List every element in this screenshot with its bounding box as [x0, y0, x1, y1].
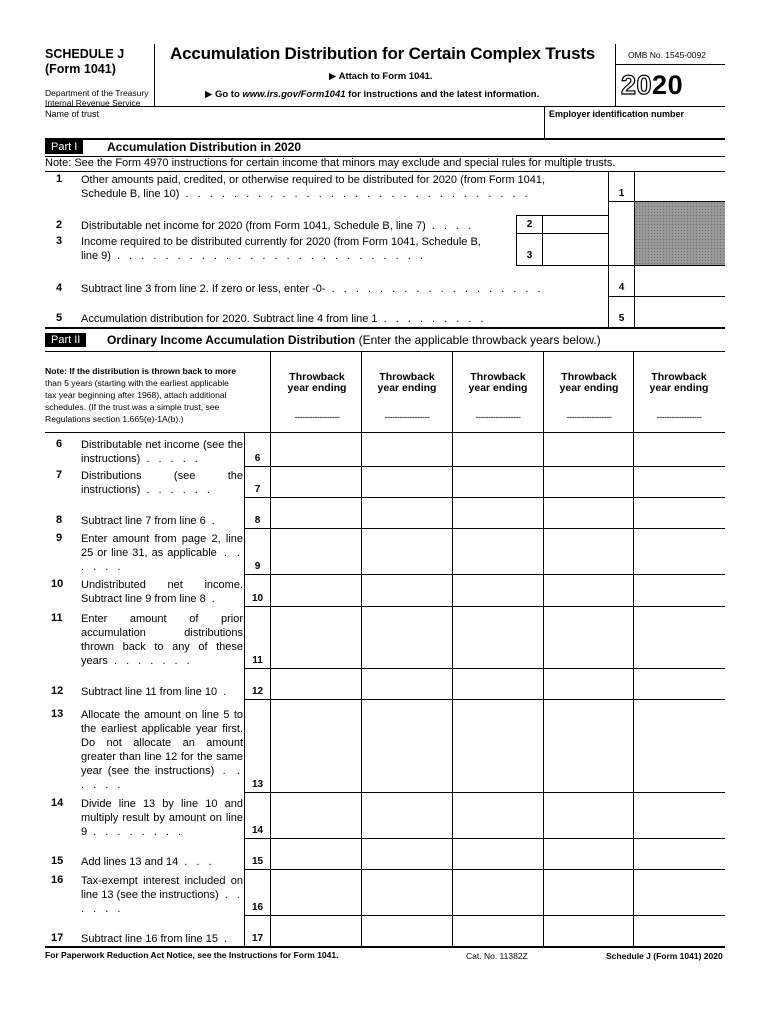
line2-box-bottom — [516, 233, 608, 234]
line11-text: Enter amount of prior accumulation distributions thrown back to any of these years . . . . . . . — [81, 613, 243, 667]
line8-number: 8 — [56, 514, 63, 526]
irs-link[interactable]: www.irs.gov/Form1041 — [242, 89, 346, 100]
line10-number: 10 — [51, 578, 64, 590]
line2-box-top — [516, 215, 608, 216]
line5-leader-dots: . . . . . . . . . — [377, 313, 487, 325]
line10-row-rule — [244, 606, 725, 607]
line1-text-cont — [81, 187, 531, 201]
line17-text: Subtract line 16 from line 15 . — [81, 933, 231, 945]
tax-year-outline: 20 — [621, 70, 653, 100]
throwback-year-1-input[interactable]: ------------------ — [294, 412, 340, 422]
line2-label: Distributable net income for 2020 (from Form 1041, Schedule B, line 7) — [81, 220, 426, 232]
form-title: Accumulation Distribution for Certain Complex Trusts — [170, 44, 596, 63]
line11-number: 11 — [51, 612, 63, 624]
tax-year — [621, 70, 683, 101]
line12-leader-dots: . — [217, 686, 230, 698]
line7-number: 7 — [56, 469, 63, 481]
part2-note — [45, 365, 236, 425]
line7-text: Distributions (see the instructions) . . . . . . — [81, 470, 243, 496]
line3-text: Income required to be distributed currently for 2020 (from Form 1041, Schedule B, — [81, 236, 481, 248]
line16-box-number: 16 — [251, 902, 264, 913]
line6-text: Distributable net income (see the instructions) . . . . . — [81, 439, 243, 465]
line5-number: 5 — [56, 312, 63, 324]
line3-text-end: line 9) — [81, 250, 111, 262]
part2-note-line-1: Note: If the distribution is thrown back to more — [45, 366, 236, 376]
header-divider-left — [154, 44, 155, 106]
line1-leader-dots: . . . . . . . . . . . . . . . . . . . . . . . . . . . . . — [179, 188, 531, 200]
goto-suffix: for instructions and the latest information. — [345, 89, 540, 100]
line15-number: 15 — [51, 855, 64, 867]
part2-col3-left-rule — [452, 351, 453, 946]
line7-box-number: 7 — [254, 484, 261, 495]
line2-number: 2 — [56, 219, 63, 231]
throwback-column-5-heading — [634, 372, 724, 394]
line11-leader-dots: . . . . . . . — [107, 655, 193, 667]
line13-row-rule — [244, 792, 725, 793]
line1-text: Other amounts paid, credited, or otherwise required to be distributed for 2020 (from Form 1041, — [81, 174, 546, 186]
line4-text — [81, 282, 544, 296]
line3-box-number: 3 — [526, 250, 533, 261]
throwback-column-2-heading — [362, 372, 452, 394]
line3-leader-dots: . . . . . . . . . . . . . . . . . . . . . . . . . . — [110, 250, 426, 262]
line3-number: 3 — [56, 235, 63, 247]
form-bottom-rule — [45, 946, 725, 948]
line10-box-number: 10 — [251, 593, 264, 604]
attach-instruction: ▶ Attach to Form 1041. — [329, 71, 433, 82]
part1-note-rule — [45, 171, 725, 172]
part2-note-line-5: Regulations section 1.665(e)-1A(b).) — [45, 414, 184, 424]
line1-amount-field[interactable] — [636, 173, 724, 200]
line3-text-cont — [81, 249, 426, 263]
line6-box-number: 6 — [254, 453, 261, 464]
line8-leader-dots: . — [205, 515, 218, 527]
line12-number: 12 — [51, 685, 64, 697]
line12-row-rule — [244, 699, 725, 700]
part1-inner-amount-left — [542, 215, 543, 265]
department-text: Department of the Treasury — [45, 88, 149, 98]
line2-box-number: 2 — [526, 219, 533, 230]
throwback-column-4-heading — [544, 372, 634, 394]
ein-divider — [544, 106, 545, 138]
col4-heading-line2: year ending — [559, 382, 619, 394]
throwback-column-1-heading — [272, 372, 362, 394]
part2-title-note: (Enter the applicable throwback years below.) — [358, 333, 601, 347]
throwback-year-4-input[interactable]: ------------------ — [566, 412, 612, 422]
line11-row-rule — [244, 668, 725, 669]
line4-label: Subtract line 3 from line 2. If zero or less, enter -0- — [81, 283, 326, 295]
line15-row-rule — [244, 869, 725, 870]
line5-label: Accumulation distribution for 2020. Subtract line 4 from line 1 — [81, 313, 378, 325]
paperwork-notice: For Paperwork Reduction Act Notice, see the Instructions for Form 1041. — [45, 950, 339, 960]
line5-amount-field[interactable] — [636, 298, 724, 326]
line3-amount-field[interactable] — [544, 235, 607, 264]
part2-title-rule — [45, 351, 725, 352]
part2-col2-left-rule — [361, 351, 362, 946]
line17-leader-dots: . — [217, 933, 231, 945]
line13-text: Allocate the amount on line 5 to the earliest applicable year first. Do not allocate an amount greater than line 12 for the same year (see the instructions) . . . . . . — [81, 709, 243, 791]
part2-note-line-3: tax year beginning after 1968), attach additional — [45, 390, 227, 400]
col1-heading-line1: Throwback — [289, 371, 345, 383]
line6-number: 6 — [56, 438, 63, 450]
omb-divider — [615, 64, 725, 65]
part2-title: Ordinary Income Accumulation Distribution — [107, 333, 356, 347]
line3-box-bottom — [516, 265, 725, 266]
col3-heading-line1: Throwback — [470, 371, 526, 383]
line17-number: 17 — [51, 932, 64, 944]
part1-title: Accumulation Distribution in 2020 — [107, 140, 302, 154]
part1-note: Note: See the Form 4970 instructions for certain income that minors may exclude and special rules for multiple trusts. — [45, 157, 616, 169]
line9-number: 9 — [56, 532, 63, 544]
line15-box-number: 15 — [251, 856, 264, 867]
col2-heading-line2: year ending — [377, 382, 437, 394]
throwback-year-2-input[interactable]: ------------------ — [384, 412, 430, 422]
part2-title-wrap — [107, 333, 601, 347]
department-block — [45, 88, 148, 108]
form-number: (Form 1041) — [45, 62, 116, 76]
line6-row-rule — [244, 466, 725, 467]
part1-shaded-area — [635, 202, 725, 265]
line1-box-number: 1 — [618, 188, 625, 199]
line13-box-number: 13 — [251, 779, 264, 790]
line5-box-number: 5 — [618, 313, 625, 324]
line14-box-number: 14 — [251, 825, 264, 836]
line14-text: Divide line 13 by line 10 and multiply result by amount on line 9 . . . . . . . . — [81, 798, 243, 838]
line6-leader-dots: . . . . . — [140, 453, 201, 465]
line4-amount-field[interactable] — [636, 267, 724, 295]
line11-box-number: 11 — [252, 655, 263, 666]
line14-leader-dots: . . . . . . . . — [87, 826, 185, 838]
col4-heading-line1: Throwback — [561, 371, 617, 383]
line5-text — [81, 312, 487, 326]
schedule-label — [45, 47, 124, 77]
schedule-name: SCHEDULE J — [45, 47, 125, 61]
line16-number: 16 — [51, 874, 64, 886]
part2-note-line-4: schedules. (If the trust was a simple trust, see — [45, 402, 220, 412]
line12-box-number: 12 — [251, 686, 264, 697]
line9-text: Enter amount from page 2, line 25 or line 31, as applicable . . . . . . — [81, 533, 243, 573]
goto-prefix: ▶ Go to — [205, 89, 243, 100]
line9-row-rule — [244, 574, 725, 575]
line7-row-rule — [244, 497, 725, 498]
line16-text: Tax-exempt interest included on line 13 (see the instructions) . . . . . . — [81, 875, 243, 915]
line16-row-rule — [244, 915, 725, 916]
header-divider-right — [615, 44, 616, 106]
line2-leader-dots: . . . . — [425, 220, 475, 232]
line15-text: Add lines 13 and 14 . . . — [81, 856, 215, 868]
line9-box-number: 9 — [254, 561, 261, 572]
line13-leader-dots: . . . . . . — [81, 765, 243, 791]
goto-instruction — [205, 89, 539, 100]
line4-box-bottom — [608, 296, 725, 297]
line14-number: 14 — [51, 797, 64, 809]
ein-field[interactable] — [549, 120, 723, 138]
part2-top-rule — [45, 327, 725, 329]
col5-heading-line1: Throwback — [651, 371, 707, 383]
line15-leader-dots: . . . — [178, 856, 215, 868]
line9-leader-dots: . . . . . . — [81, 547, 243, 573]
line12-text: Subtract line 11 from line 10 . — [81, 686, 230, 698]
line4-leader-dots: . . . . . . . . . . . . . . . . . . — [325, 283, 544, 295]
line8-text: Subtract line 7 from line 6 . — [81, 515, 218, 527]
line4-number: 4 — [56, 282, 63, 294]
line8-box-number: 8 — [254, 515, 261, 526]
trust-name-field[interactable] — [45, 120, 543, 138]
line7-leader-dots: . . . . . . — [140, 484, 213, 496]
line1-number: 1 — [56, 173, 63, 185]
line2-amount-field[interactable] — [544, 217, 607, 232]
part2-header-rule — [45, 432, 725, 433]
line14-row-rule — [244, 838, 725, 839]
throwback-year-5-input[interactable]: ------------------ — [656, 412, 702, 422]
header-bottom-rule — [45, 106, 725, 107]
trust-name-label: Name of trust — [45, 109, 100, 119]
irs-text: Internal Revenue Service — [45, 98, 141, 108]
part2-tag: Part II — [45, 333, 86, 347]
line4-box-number: 4 — [618, 282, 625, 293]
throwback-year-3-input[interactable]: ------------------ — [475, 412, 521, 422]
line13-number: 13 — [51, 708, 64, 720]
catalog-number: Cat. No. 11382Z — [466, 951, 528, 961]
line10-leader-dots: . — [205, 593, 218, 605]
ein-label: Employer identification number — [549, 109, 685, 119]
line10-text: Undistributed net income. Subtract line 9 from line 8 . — [81, 579, 243, 605]
throwback-column-3-heading — [453, 372, 543, 394]
line8-row-rule — [244, 528, 725, 529]
form-reference: Schedule J (Form 1041) 2020 — [606, 951, 723, 961]
line16-leader-dots: . . . . . . — [81, 889, 243, 915]
part2-col1-left-rule — [270, 351, 271, 946]
omb-number: OMB No. 1545-0092 — [628, 50, 706, 60]
col1-heading-line2: year ending — [287, 382, 347, 394]
part2-col4-left-rule — [543, 351, 544, 946]
tax-year-solid: 20 — [652, 70, 684, 100]
col5-heading-line2: year ending — [649, 382, 709, 394]
part2-note-line-2: than 5 years (starting with the earliest applicable — [45, 378, 229, 388]
line1-text-end: Schedule B, line 10) — [81, 188, 180, 200]
line17-box-number: 17 — [251, 933, 264, 944]
part1-tag: Part I — [45, 140, 83, 154]
line2-text — [81, 219, 474, 233]
part2-col5-left-rule — [633, 351, 634, 946]
col3-heading-line2: year ending — [468, 382, 528, 394]
col2-heading-line1: Throwback — [379, 371, 435, 383]
